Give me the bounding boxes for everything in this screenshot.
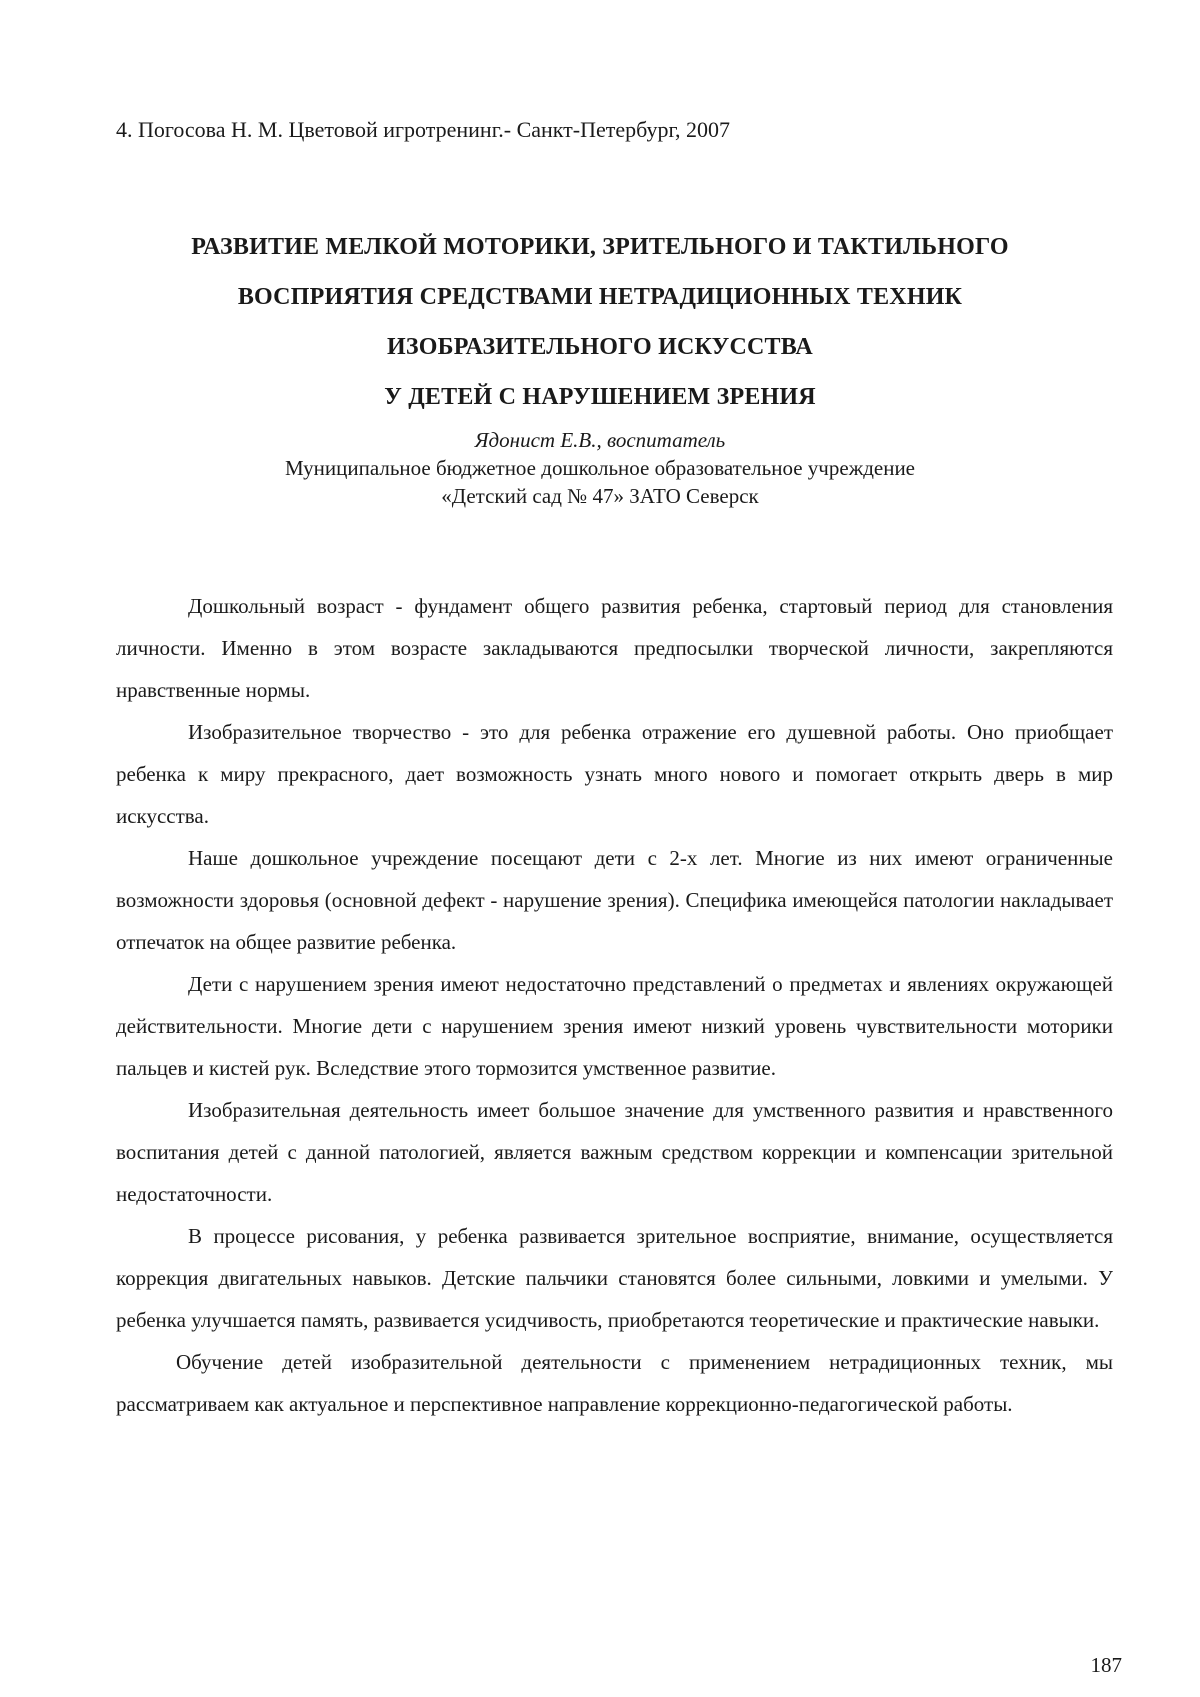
article-title	[100, 222, 1100, 422]
title-line-2: ВОСПРИЯТИЯ СРЕДСТВАМИ НЕТРАДИЦИОННЫХ ТЕХНИК	[237, 284, 963, 310]
body-paragraph-1: Дошкольный возраст - фундамент общего развития ребенка, стартовый период для становления личности. Именно в этом возрасте закладываются предпосылки творческой личности, закрепляются нравственные нормы.	[116, 594, 1113, 702]
title-line-3: ИЗОБРАЗИТЕЛЬНОГО ИСКУССТВА	[387, 334, 813, 360]
title-line-1: РАЗВИТИЕ МЕЛКОЙ МОТОРИКИ, ЗРИТЕЛЬНОГО И ТАКТИЛЬНОГО	[191, 234, 1009, 260]
organization-line-2: «Детский сад № 47» ЗАТО Северск	[441, 484, 759, 508]
body-paragraph-5: Изобразительная деятельность имеет большое значение для умственного развития и нравственного воспитания детей с данной патологией, является важным средством коррекции и компенсации зрительной недостаточности.	[116, 1098, 1113, 1206]
body-paragraph-3: Наше дошкольное учреждение посещают дети с 2-х лет. Многие из них имеют ограниченные возможности здоровья (основной дефект - нарушение зрения). Специфика имеющейся патологии накладывает отпечаток на общее развитие ребенка.	[116, 846, 1113, 954]
author-info	[100, 426, 1100, 510]
title-line-4: У ДЕТЕЙ С НАРУШЕНИЕМ ЗРЕНИЯ	[384, 384, 816, 410]
body-paragraph-7: Обучение детей изобразительной деятельности с применением нетрадиционных техник, мы рассматриваем как актуальное и перспективное направление коррекционно-педагогической работы.	[116, 1350, 1113, 1416]
page-number: 187	[1090, 1653, 1122, 1677]
reference-entry: 4. Погосова Н. М. Цветовой игротренинг.- Санкт-Петербург, 2007	[116, 117, 731, 142]
article-body	[116, 585, 1113, 1425]
organization-line-1: Муниципальное бюджетное дошкольное образовательное учреждение	[285, 456, 915, 480]
body-paragraph-6: В процессе рисования, у ребенка развивается зрительное восприятие, внимание, осуществляется коррекция двигательных навыков. Детские пальчики становятся более сильными, ловкими и умелыми. У ребенка улучшается память, развивается усидчивость, приобретаются теоретические и практические навыки.	[116, 1224, 1113, 1332]
author-name: Ядонист Е.В., воспитатель	[474, 428, 726, 452]
body-paragraph-4: Дети с нарушением зрения имеют недостаточно представлений о предметах и явлениях окружающей действительности. Многие дети с нарушением зрения имеют низкий уровень чувствительности моторики пальцев и кистей рук. Вследствие этого тормозится умственное развитие.	[116, 972, 1113, 1080]
body-paragraph-2: Изобразительное творчество - это для ребенка отражение его душевной работы. Оно приобщает ребенка к миру прекрасного, дает возможность узнать много нового и помогает открыть дверь в мир искусства.	[116, 720, 1113, 828]
